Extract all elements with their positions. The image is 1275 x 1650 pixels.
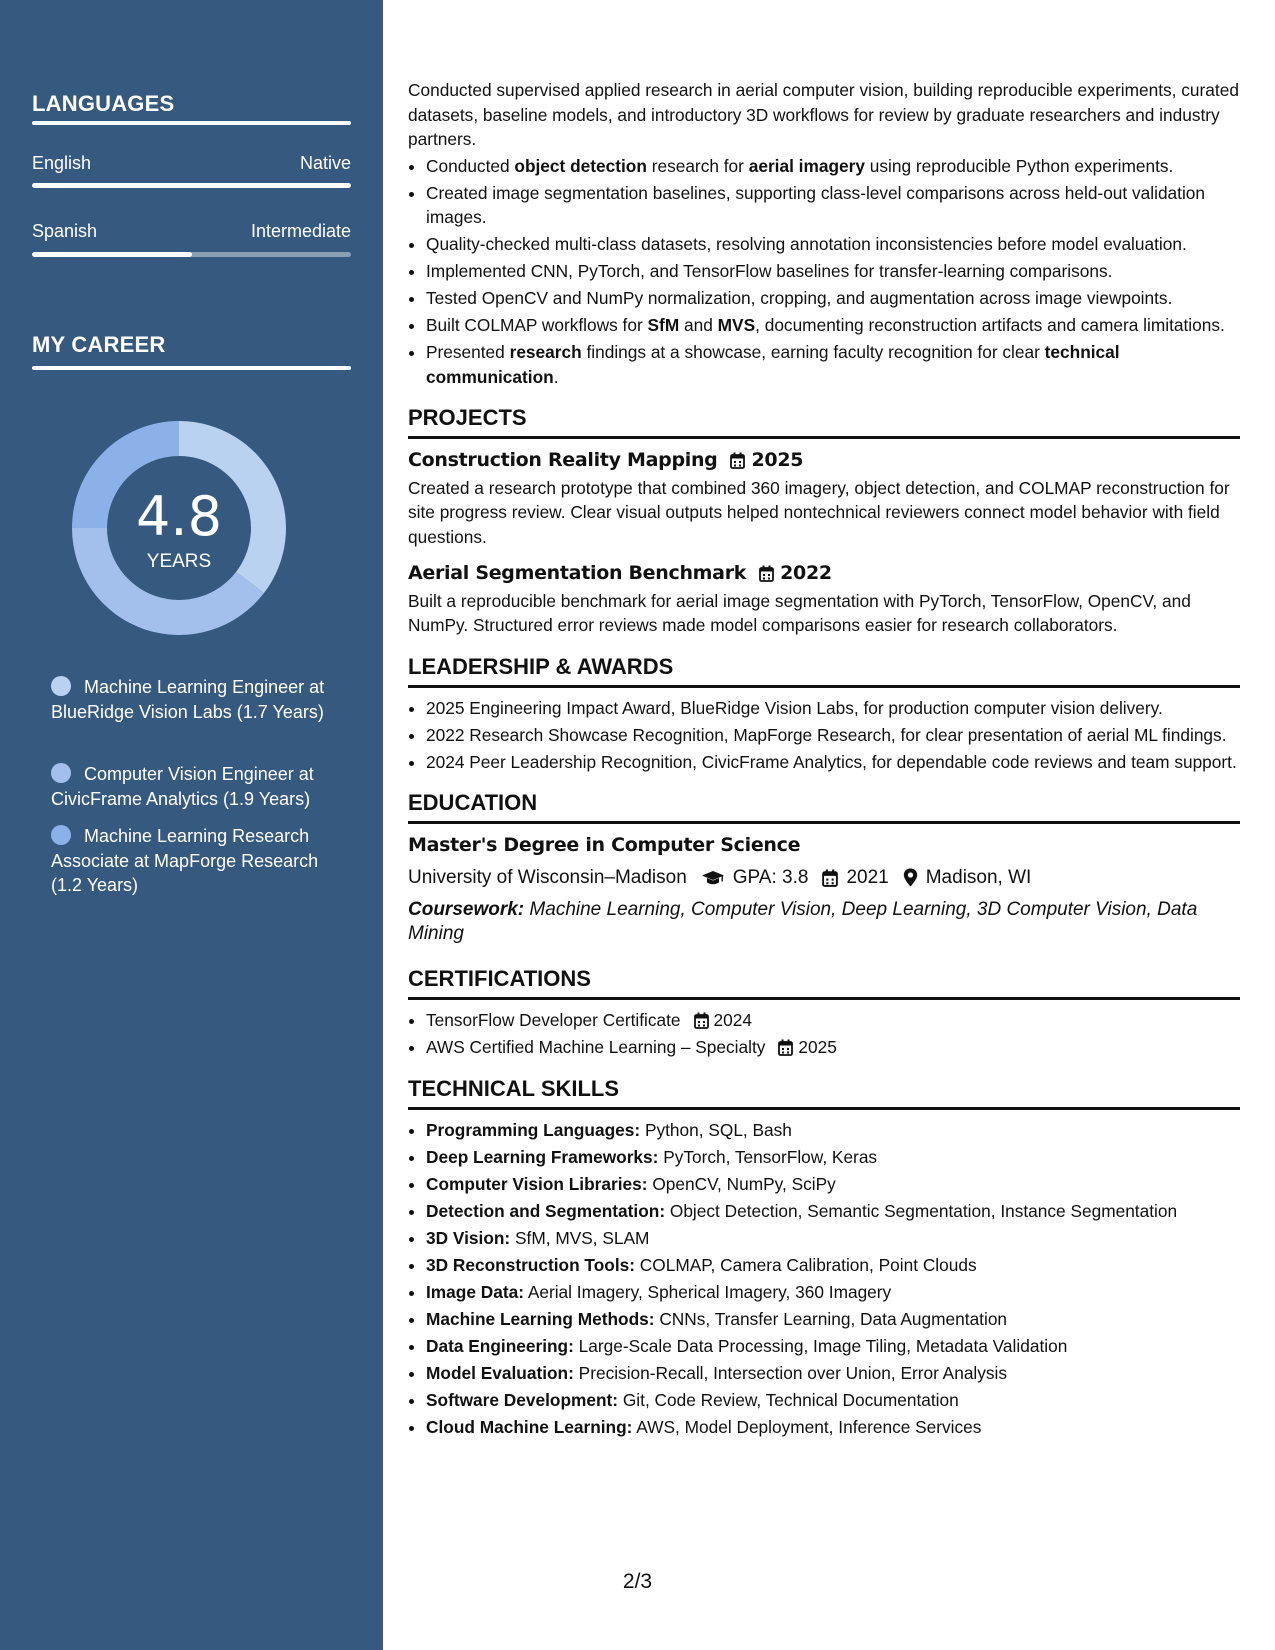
certification-name: • TensorFlow Developer Certificate (426, 1010, 681, 1030)
skill-item (426, 1361, 1240, 1386)
skill-values: Git, Code Review, Technical Documentation (618, 1389, 959, 1410)
bullet-emphasis: MVS (717, 315, 756, 335)
skill-values: AWS, Model Deployment, Inference Services (632, 1416, 982, 1437)
bullet-text: research for (646, 155, 749, 176)
bullet-text: Conducted (426, 155, 515, 176)
skill-item (426, 1199, 1240, 1224)
certifications-heading: CERTIFICATIONS (408, 965, 1240, 1000)
skill-values: Aerial Imagery, Spherical Imagery, 360 Imagery (523, 1281, 892, 1302)
bullet-emphasis: object detection (514, 155, 647, 176)
language-bar-fill (32, 183, 351, 188)
experience-bullet (426, 313, 1240, 338)
coursework (408, 898, 1240, 946)
skill-category: Cloud Machine Learning: (426, 1416, 633, 1437)
skill-item (426, 1145, 1240, 1170)
skill-values: CNNs, Transfer Learning, Data Augmentation (654, 1308, 1008, 1329)
career-item (51, 824, 326, 898)
skill-category: 3D Vision: (426, 1227, 511, 1248)
career-heading-rule (32, 366, 351, 370)
bullet-text: Created image segmentation baselines, supporting class-level comparisons across held-out validation images. (426, 182, 1206, 227)
skill-item (426, 1307, 1240, 1332)
project-title: Construction Reality Mapping (408, 449, 718, 471)
skill-category: 3D Reconstruction Tools: (426, 1254, 635, 1275)
coursework-list: Machine Learning, Computer Vision, Deep Learning, 3D Computer Vision, Data Mining (408, 899, 1198, 944)
bullet-text: Quality-checked multi-class datasets, resolving annotation inconsistencies before model evaluation. (426, 234, 1187, 254)
skill-item (426, 1280, 1240, 1305)
bullet-text: and (679, 315, 718, 335)
gpa: GPA: 3.8 (732, 866, 809, 888)
calendar-icon (822, 869, 838, 887)
calendar-icon (778, 1039, 793, 1056)
bullet-emphasis: technical communication (426, 342, 1120, 387)
sidebar (0, 0, 383, 1650)
skill-values: Object Detection, Semantic Segmentation, Instance Segmentation (665, 1200, 1178, 1221)
skill-values: OpenCV, NumPy, SciPy (647, 1173, 836, 1194)
bullet-emphasis: SfM (647, 315, 680, 335)
skills-list (408, 1118, 1240, 1440)
career-dot-icon (51, 676, 71, 696)
career-dot-icon (51, 763, 71, 783)
main-content (408, 78, 1240, 1442)
experience-bullet (426, 181, 1240, 230)
skill-category: Deep Learning Frameworks: (426, 1146, 659, 1167)
education-heading: EDUCATION (408, 789, 1240, 824)
project-year: 2025 (751, 449, 804, 471)
skill-values: PyTorch, TensorFlow, Keras (658, 1146, 878, 1167)
experience-bullet (426, 154, 1240, 179)
bullet-text: Implemented CNN, PyTorch, and TensorFlow baselines for transfer-learning comparisons. (426, 261, 1113, 281)
coursework-label: Coursework: (408, 899, 525, 920)
education-details (408, 866, 1240, 891)
skill-category: Data Engineering: (426, 1335, 574, 1356)
bullet-text: using reproducible Python experiments. (864, 155, 1174, 176)
skill-item (426, 1415, 1240, 1440)
experience-bullet (426, 232, 1240, 257)
language-row-english (32, 153, 351, 174)
career-donut-chart (64, 413, 294, 643)
certification-year: 2024 (713, 1010, 752, 1030)
skill-values: Precision-Recall, Intersection over Union, Error Analysis (573, 1362, 1008, 1383)
career-heading: MY CAREER (32, 332, 166, 357)
graduation-year: 2021 (846, 866, 889, 888)
bullet-text: , documenting reconstruction artifacts and camera limitations. (755, 315, 1225, 335)
school-location: Madison, WI (925, 866, 1032, 888)
certification-year: 2025 (798, 1037, 837, 1057)
certifications-list (408, 1008, 1240, 1060)
experience-bullet (426, 286, 1240, 311)
skill-values: Python, SQL, Bash (640, 1119, 792, 1140)
skill-item (426, 1334, 1240, 1359)
skill-item (426, 1388, 1240, 1413)
skill-values: Large-Scale Data Processing, Image Tiling, Metadata Validation (573, 1335, 1068, 1356)
location-pin-icon (903, 868, 918, 887)
skills-heading: TECHNICAL SKILLS (408, 1075, 1240, 1110)
awards-list (408, 696, 1240, 775)
skill-item (426, 1118, 1240, 1143)
calendar-icon (759, 565, 774, 582)
skill-item (426, 1172, 1240, 1197)
leadership-heading: LEADERSHIP & AWARDS (408, 653, 1240, 688)
project-title-row (408, 448, 1240, 473)
page-number: 2/3 (622, 1570, 653, 1593)
language-row-spanish (32, 221, 351, 242)
career-item (51, 675, 326, 724)
bullet-text: Tested OpenCV and NumPy normalization, cropping, and augmentation across image viewpoints. (426, 288, 1173, 308)
skill-item (426, 1226, 1240, 1251)
certification-item (426, 1035, 1240, 1060)
projects-heading: PROJECTS (408, 404, 1240, 439)
project-description: Built a reproducible benchmark for aerial image segmentation with PyTorch, TensorFlow, OpenCV, and NumPy. Structured error reviews made model comparisons easier for research collaborators. (408, 590, 1191, 635)
career-item-label: Machine Learning Engineer at BlueRidge Vision Labs (1.7 Years) (51, 677, 325, 722)
language-name: Spanish (32, 221, 98, 241)
project-description: Created a research prototype that combined 360 imagery, object detection, and COLMAP reconstruction for site progress review. Clear visual outputs helped nontechnical reviewers connect model behavior with field questions. (408, 477, 1230, 547)
experience-bullet (426, 259, 1240, 284)
language-level: Intermediate (250, 221, 351, 241)
calendar-icon (694, 1012, 709, 1029)
graduation-cap-icon (701, 870, 725, 886)
career-item-label: Machine Learning Research Associate at MapForge Research (1.2 Years) (51, 826, 319, 895)
project-year: 2022 (780, 562, 832, 584)
bullet-emphasis: research (509, 342, 582, 362)
project-title-row (408, 561, 1240, 586)
award-item: • 2025 Engineering Impact Award, BlueRidge Vision Labs, for production computer vision delivery. (426, 696, 1240, 721)
language-bar-english (32, 183, 351, 188)
award-item: • 2024 Peer Leadership Recognition, CivicFrame Analytics, for dependable code reviews and team support. (426, 750, 1240, 775)
calendar-icon (730, 452, 745, 469)
languages-heading: LANGUAGES (32, 91, 175, 116)
career-item (51, 762, 326, 811)
skill-values: SfM, MVS, SLAM (510, 1227, 650, 1248)
language-level: Native (299, 153, 351, 173)
experience-summary: Conducted supervised applied research in aerial computer vision, building reproducible experiments, curated datasets, baseline models, and introductory 3D workflows for review by graduate researchers and industry partners. (408, 80, 1239, 149)
school-name: University of Wisconsin–Madison (408, 866, 687, 888)
bullet-text: Built COLMAP workflows for (426, 315, 648, 335)
award-item: • 2022 Research Showcase Recognition, MapForge Research, for clear presentation of aerial ML findings. (426, 723, 1240, 748)
skill-values: COLMAP, Camera Calibration, Point Clouds (635, 1254, 977, 1275)
project-title: Aerial Segmentation Benchmark (408, 562, 747, 584)
experience-bullets (408, 154, 1240, 390)
certification-item (426, 1008, 1240, 1033)
skill-item (426, 1253, 1240, 1278)
language-bar-spanish (32, 252, 351, 257)
skill-category: Model Evaluation: (426, 1362, 574, 1383)
skill-category: Programming Languages: (426, 1119, 641, 1140)
career-total: 4.8 (136, 485, 222, 548)
career-dot-icon (51, 825, 71, 845)
experience-bullet (426, 340, 1240, 389)
skill-category: Computer Vision Libraries: (426, 1173, 648, 1194)
degree-title: Master's Degree in Computer Science (408, 834, 801, 856)
skill-category: Software Development: (426, 1389, 619, 1410)
bullet-text: findings at a showcase, earning faculty recognition for clear (581, 342, 1045, 362)
bullet-emphasis: aerial imagery (748, 155, 865, 176)
bullet-text: Presented (426, 342, 510, 362)
skill-category: Machine Learning Methods: (426, 1308, 655, 1329)
career-unit: YEARS (146, 551, 212, 572)
bullet-text: . (553, 366, 559, 387)
career-item-label: Computer Vision Engineer at CivicFrame Analytics (1.9 Years) (51, 764, 314, 809)
certification-name: • AWS Certified Machine Learning – Specialty (426, 1037, 766, 1057)
skill-category: Image Data: (426, 1281, 524, 1302)
language-name: English (32, 153, 92, 173)
language-bar-fill (32, 252, 192, 257)
skill-category: Detection and Segmentation: (426, 1200, 666, 1221)
languages-heading-rule (32, 121, 351, 125)
